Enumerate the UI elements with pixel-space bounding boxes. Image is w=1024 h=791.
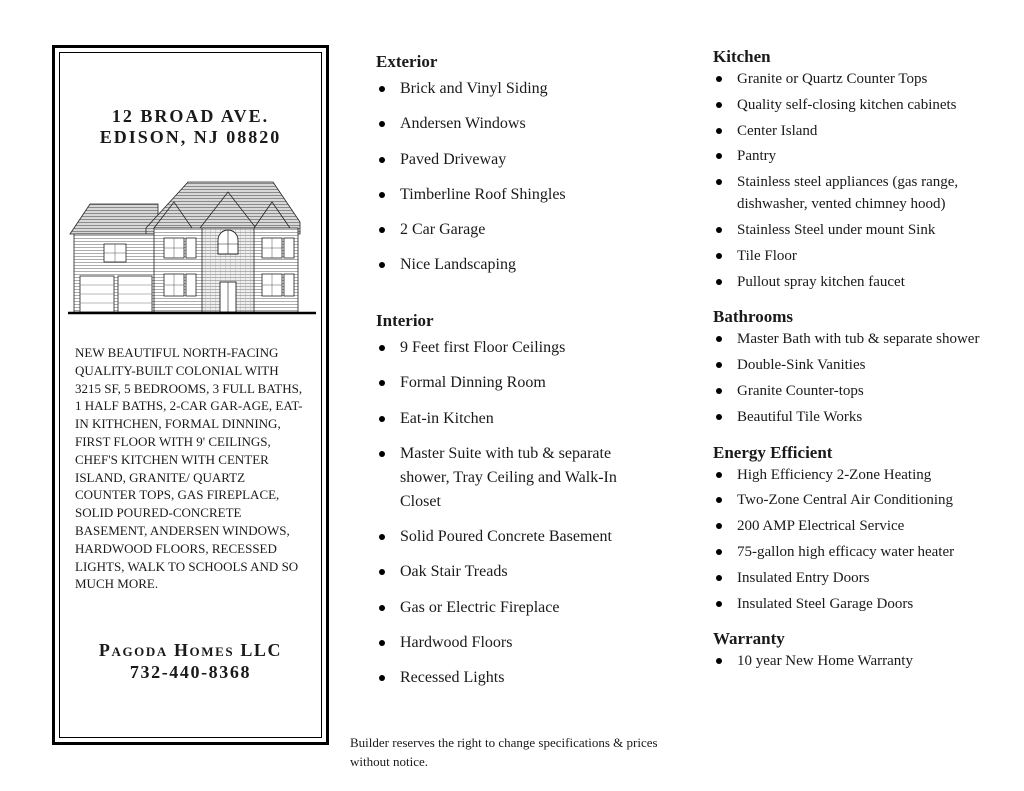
list-item: Solid Poured Concrete Basement — [376, 525, 676, 549]
list-item: Double-Sink Vanities — [713, 354, 1018, 376]
house-illustration — [68, 176, 316, 316]
interior-heading: Interior — [376, 311, 434, 330]
right-column — [713, 46, 1018, 676]
company-name: Pagoda Homes LLC — [98, 640, 283, 660]
list-item: High Efficiency 2-Zone Heating — [713, 464, 1018, 486]
list-item: 75-gallon high efficacy water heater — [713, 541, 1018, 563]
list-item: Nice Landscaping — [376, 253, 676, 277]
listing-description: NEW BEAUTIFUL NORTH-FACING QUALITY-BUILT COLONIAL WITH 3215 SF, 5 BEDROOMS, 3 FULL BATHS, 1 HALF BATHS, 2-CAR GAR-AGE, EAT-IN KITHCHEN, FORMAL DINNING, FIRST FLOOR WITH 9' CEILINGS, CHEF'S KITCHEN WITH CENTER ISLAND, GRANITE/ QUARTZ COUNTER TOPS, GAS FIREPLACE, SOLID POURED-CONCRETE BASEMENT, ANDERSEN WINDOWS, HARDWOOD FLOORS, RECESSED LIGHTS, WALK TO SCHOOLS AND SO MUCH MORE. — [75, 345, 303, 592]
exterior-list — [376, 77, 676, 277]
list-item: Stainless steel appliances (gas range, dishwasher, vented chimney hood) — [713, 171, 997, 215]
interior-list — [376, 336, 676, 690]
list-item: Eat-in Kitchen — [376, 407, 676, 431]
energy-list — [713, 464, 1018, 615]
list-item: Timberline Roof Shingles — [376, 183, 676, 207]
interior-section — [376, 310, 676, 702]
list-item: Tile Floor — [713, 245, 1018, 267]
exterior-section — [376, 51, 676, 289]
address-line-1: 12 BROAD AVE. — [111, 106, 270, 126]
bathrooms-list — [713, 328, 1018, 427]
kitchen-list — [713, 68, 1018, 293]
list-item: 2 Car Garage — [376, 218, 676, 242]
phone-number: 732-440-8368 — [129, 662, 252, 682]
list-item: 9 Feet first Floor Ceilings — [376, 336, 676, 360]
list-item: Formal Dinning Room — [376, 371, 676, 395]
list-item: Quality self-closing kitchen cabinets — [713, 94, 1018, 116]
list-item: Granite Counter-tops — [713, 380, 1018, 402]
list-item: Insulated Entry Doors — [713, 567, 1018, 589]
address-line-2: EDISON, NJ 08820 — [99, 127, 282, 147]
list-item: Recessed Lights — [376, 666, 676, 690]
list-item: Paved Driveway — [376, 148, 676, 172]
bathrooms-heading: Bathrooms — [713, 307, 793, 327]
list-item: Center Island — [713, 120, 1018, 142]
list-item: Pullout spray kitchen faucet — [713, 271, 1018, 293]
warranty-list — [713, 650, 1018, 672]
disclaimer: Builder reserves the right to change specifications & prices without notice. — [350, 735, 658, 769]
list-item: Hardwood Floors — [376, 631, 676, 655]
list-item: Beautiful Tile Works — [713, 406, 1018, 428]
warranty-heading: Warranty — [713, 629, 785, 649]
list-item: Gas or Electric Fireplace — [376, 596, 676, 620]
address — [55, 106, 326, 148]
kitchen-heading: Kitchen — [713, 47, 771, 66]
energy-heading: Energy Efficient — [713, 442, 833, 462]
list-item: Granite or Quartz Counter Tops — [713, 68, 1018, 90]
exterior-heading: Exterior — [376, 52, 438, 71]
list-item: 10 year New Home Warranty — [713, 650, 1018, 672]
list-item: 200 AMP Electrical Service — [713, 515, 1018, 537]
list-item: Insulated Steel Garage Doors — [713, 593, 1018, 615]
list-item: Two-Zone Central Air Conditioning — [713, 489, 1018, 511]
list-item: Brick and Vinyl Siding — [376, 77, 676, 101]
list-item: Stainless Steel under mount Sink — [713, 219, 1018, 241]
list-item: Andersen Windows — [376, 112, 676, 136]
list-item: Pantry — [713, 145, 1018, 167]
list-item: Oak Stair Treads — [376, 560, 676, 584]
listing-panel — [52, 45, 329, 745]
list-item: Master Bath with tub & separate shower — [713, 328, 1018, 350]
list-item: Master Suite with tub & separate shower, Tray Ceiling and Walk-In Closet — [376, 442, 640, 514]
